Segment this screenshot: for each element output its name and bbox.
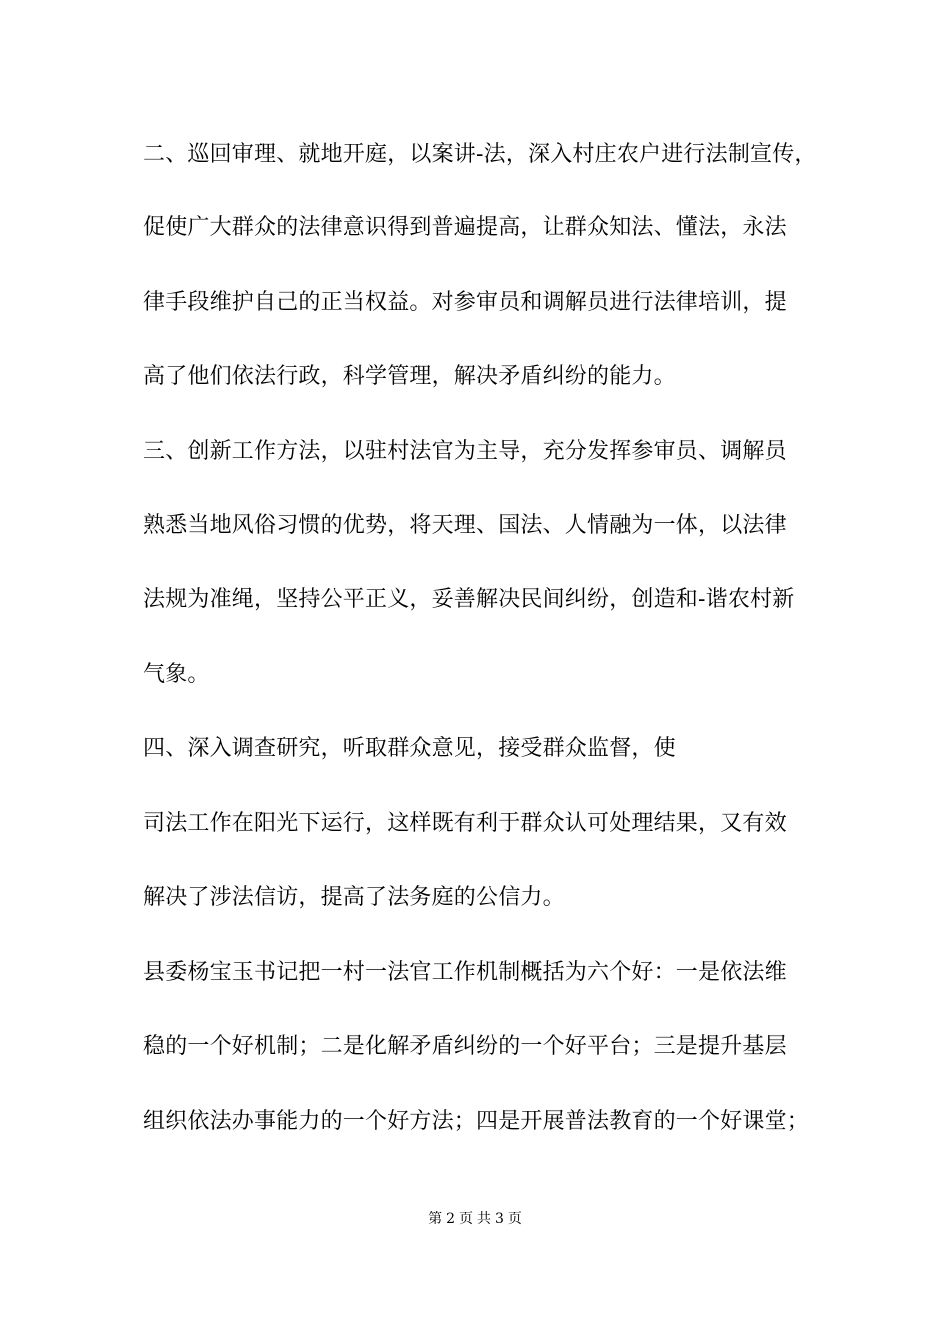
body-text-line: 组织依法办事能力的一个好方法；四是开展普法教育的一个好课堂； <box>143 1109 810 1134</box>
body-text-line: 解决了涉法信访，提高了法务庭的公信力。 <box>143 885 565 910</box>
page-label-prefix: 第 <box>428 1211 443 1227</box>
body-text-line: 四、深入调查研究，听取群众意见，接受群众监督，使 <box>143 736 676 761</box>
current-page-number: 2 <box>446 1211 455 1227</box>
body-text-line: 熟悉当地风俗习惯的优势，将天理、国法、人情融为一体，以法律 <box>143 513 787 538</box>
body-text-line: 司法工作在阳光下运行，这样既有利于群众认可处理结果，又有效 <box>143 811 787 836</box>
body-text-line: 律手段维护自己的正当权益。对参审员和调解员进行法律培训，提 <box>143 290 787 315</box>
page-label-mid: 页 <box>459 1211 473 1227</box>
body-text-line: 县委杨宝玉书记把一村一法官工作机制概括为六个好：一是依法维 <box>143 960 787 985</box>
body-text-line: 高了他们依法行政，科学管理，解决矛盾纠纷的能力。 <box>143 364 676 389</box>
body-text-line: 气象。 <box>143 662 210 687</box>
page-label-suffix: 页 <box>507 1211 522 1227</box>
body-text-line: 二、巡回审理、就地开庭，以案讲-法，深入村庄农户进行法制宣传， <box>143 142 817 167</box>
body-text-line: 法规为准绳，坚持公平正义，妥善解决民间纠纷，创造和-谐农村新 <box>143 587 795 612</box>
total-pages-number: 3 <box>495 1211 504 1227</box>
page-label-total-prefix: 共 <box>477 1211 491 1227</box>
body-text-line: 促使广大群众的法律意识得到普遍提高，让群众知法、懂法，永法 <box>143 215 787 240</box>
page-footer <box>0 1210 950 1228</box>
body-text-line: 三、创新工作方法，以驻村法官为主导，充分发挥参审员、调解员 <box>143 439 787 464</box>
body-text-line: 稳的一个好机制；二是化解矛盾纠纷的一个好平台；三是提升基层 <box>143 1034 787 1059</box>
